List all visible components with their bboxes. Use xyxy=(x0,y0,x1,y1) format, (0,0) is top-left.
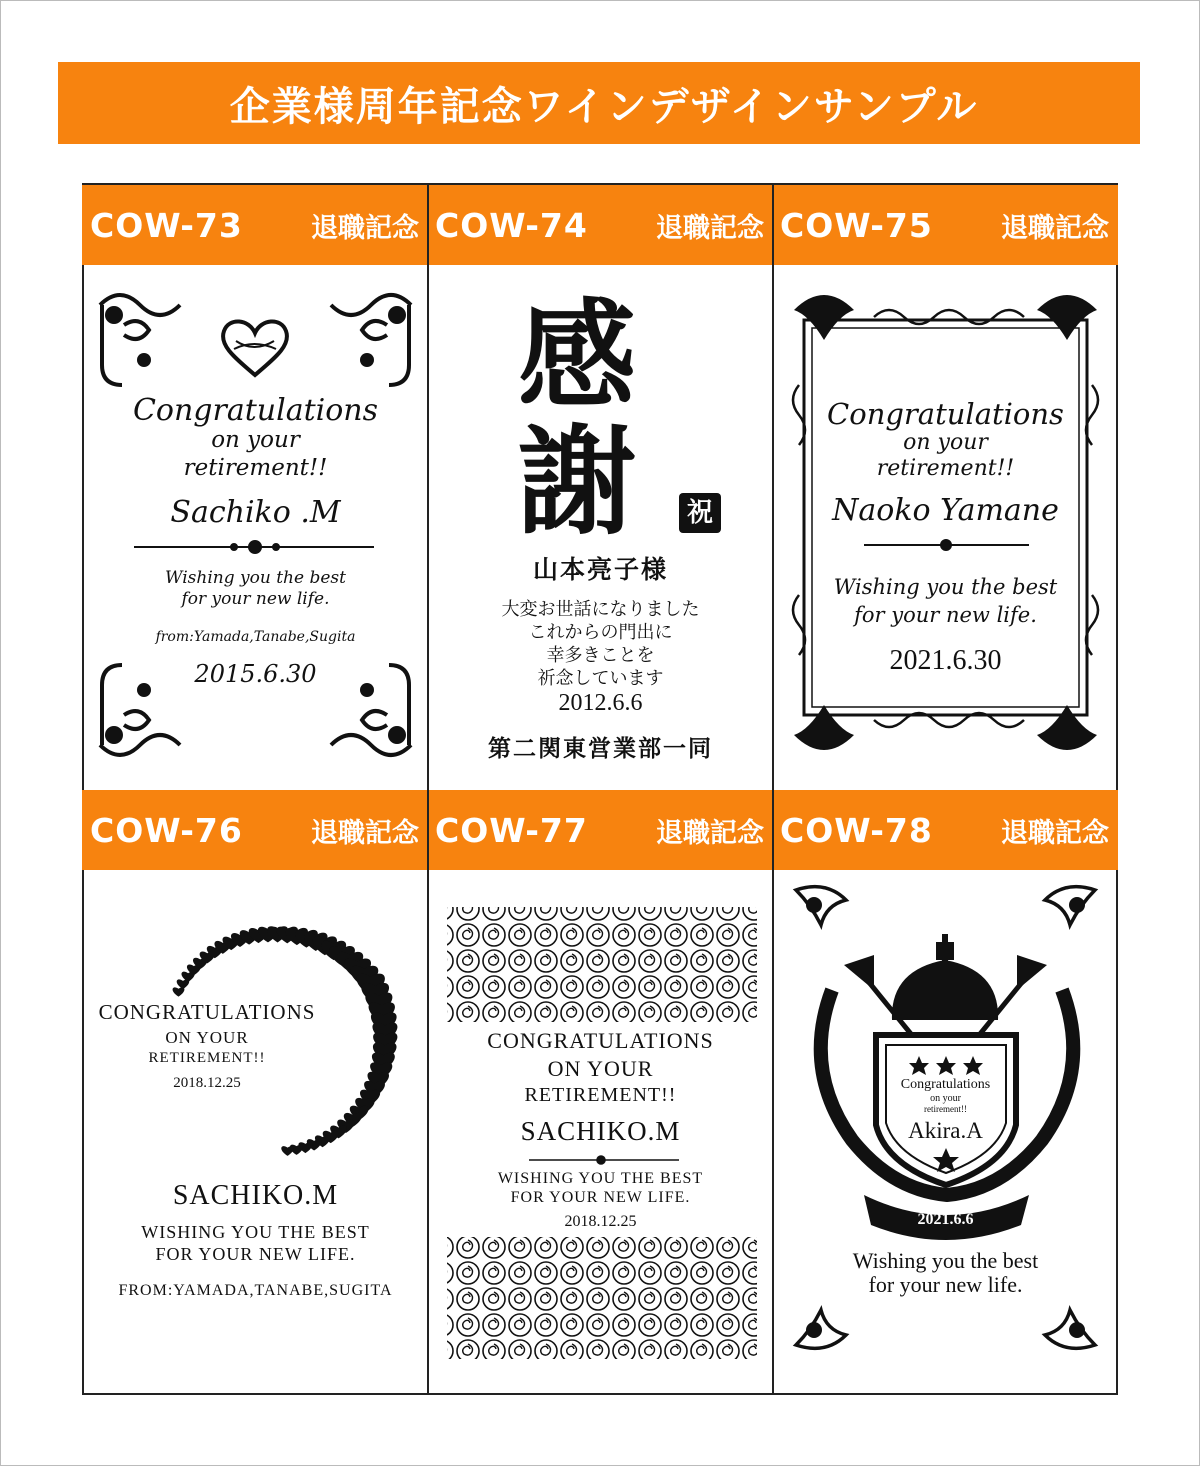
header-row-1 xyxy=(82,185,1118,265)
crown-icon xyxy=(892,934,998,1020)
product-type: 退職記念 xyxy=(656,817,764,849)
design-panel-cow-74 xyxy=(429,265,772,790)
message-line: これからの門出に xyxy=(528,622,673,643)
page-title: 企業様周年記念ワインデザインサンプル xyxy=(229,83,979,130)
divider-icon xyxy=(134,541,374,553)
date: 2018.12.25 xyxy=(564,1213,637,1230)
heart-crescent-icon xyxy=(84,870,427,1393)
product-header xyxy=(772,790,1117,870)
product-header xyxy=(82,185,427,265)
message-line: FOR YOUR NEW LIFE. xyxy=(510,1189,691,1206)
greeting-line: retirement!! xyxy=(924,1104,967,1114)
recipient-name: SACHIKO.M xyxy=(172,1180,339,1211)
message-line: 幸多きことを xyxy=(546,645,655,666)
greeting: CONGRATULATIONS xyxy=(98,1000,316,1024)
product-code: COW-78 xyxy=(780,810,933,850)
product-code: COW-77 xyxy=(435,810,588,850)
message-line: for your new life. xyxy=(854,603,1037,627)
sender-line: from:Yamada,Tanabe,Sugita xyxy=(155,629,356,645)
design-panel-cow-77 xyxy=(429,870,772,1393)
design-panel-cow-78 xyxy=(774,870,1117,1393)
heart-icon xyxy=(223,321,287,375)
date: 2012.6.6 xyxy=(558,690,643,716)
product-type: 退職記念 xyxy=(311,212,419,244)
sender-line: FROM:YAMADA,TANABE,SUGITA xyxy=(118,1282,393,1299)
greeting-line: ON YOUR xyxy=(165,1028,249,1047)
message-line: WISHING YOU THE BEST xyxy=(497,1170,704,1187)
message-line: Wishing you the best xyxy=(165,568,346,588)
product-code: COW-74 xyxy=(435,205,588,245)
product-type: 退職記念 xyxy=(656,212,764,244)
greeting-line: on your xyxy=(930,1093,961,1104)
date: 2021.6.30 xyxy=(889,645,1002,676)
message-line: FOR YOUR NEW LIFE. xyxy=(155,1244,356,1264)
sender-line: 第二関東営業部一同 xyxy=(488,736,713,762)
message-line: 大変お世話になりました xyxy=(501,599,700,620)
greeting: CONGRATULATIONS xyxy=(487,1028,714,1053)
recipient-name: Akira.A xyxy=(908,1118,983,1143)
message-line: for your new life. xyxy=(181,589,330,609)
greeting-line: on your xyxy=(211,427,300,453)
greeting: Congratulations xyxy=(900,1077,991,1092)
product-header xyxy=(82,790,427,870)
recipient-name: Sachiko .M xyxy=(170,495,341,530)
greeting-line: retirement!! xyxy=(876,456,1015,481)
greeting-line: on your xyxy=(903,430,988,455)
recipient-name: Naoko Yamane xyxy=(832,493,1059,528)
recipient-name: SACHIKO.M xyxy=(520,1116,681,1146)
product-code: COW-75 xyxy=(780,205,933,245)
greeting-line: ON YOUR xyxy=(547,1056,654,1081)
greeting: Congratulations xyxy=(827,397,1064,431)
design-panel-cow-73 xyxy=(84,265,427,790)
message-line: 祈念しています xyxy=(537,668,664,689)
date: 2021.6.6 xyxy=(917,1211,974,1228)
divider-icon xyxy=(864,540,1029,550)
greeting: Congratulations xyxy=(132,393,379,428)
message-line: Wishing you the best xyxy=(833,575,1058,599)
greeting-line: RETIREMENT!! xyxy=(148,1050,266,1066)
design-panel-cow-75 xyxy=(774,265,1117,790)
product-header xyxy=(427,185,772,265)
message-line: Wishing you the best xyxy=(852,1248,1039,1273)
product-type: 退職記念 xyxy=(1001,212,1109,244)
message-line: for your new life. xyxy=(868,1272,1023,1297)
seal-badge: 祝 xyxy=(679,493,721,533)
product-type: 退職記念 xyxy=(1001,817,1109,849)
message-line: WISHING YOU THE BEST xyxy=(141,1222,370,1242)
product-type: 退職記念 xyxy=(311,817,419,849)
title-banner xyxy=(58,62,1140,144)
product-header xyxy=(427,790,772,870)
divider-icon xyxy=(529,1156,679,1164)
product-code: COW-76 xyxy=(90,810,243,850)
greeting-line: RETIREMENT!! xyxy=(524,1084,677,1106)
product-header xyxy=(772,185,1117,265)
design-panel-cow-76 xyxy=(84,870,427,1393)
date: 2015.6.30 xyxy=(194,660,317,688)
calligraphy-text: 感謝 xyxy=(517,286,636,551)
recipient-name: 山本亮子様 xyxy=(532,555,668,584)
greeting-line: retirement!! xyxy=(183,455,328,481)
date: 2018.12.25 xyxy=(173,1075,241,1091)
product-code: COW-73 xyxy=(90,205,243,245)
heart-icon xyxy=(281,1146,294,1156)
header-row-2 xyxy=(82,790,1118,870)
